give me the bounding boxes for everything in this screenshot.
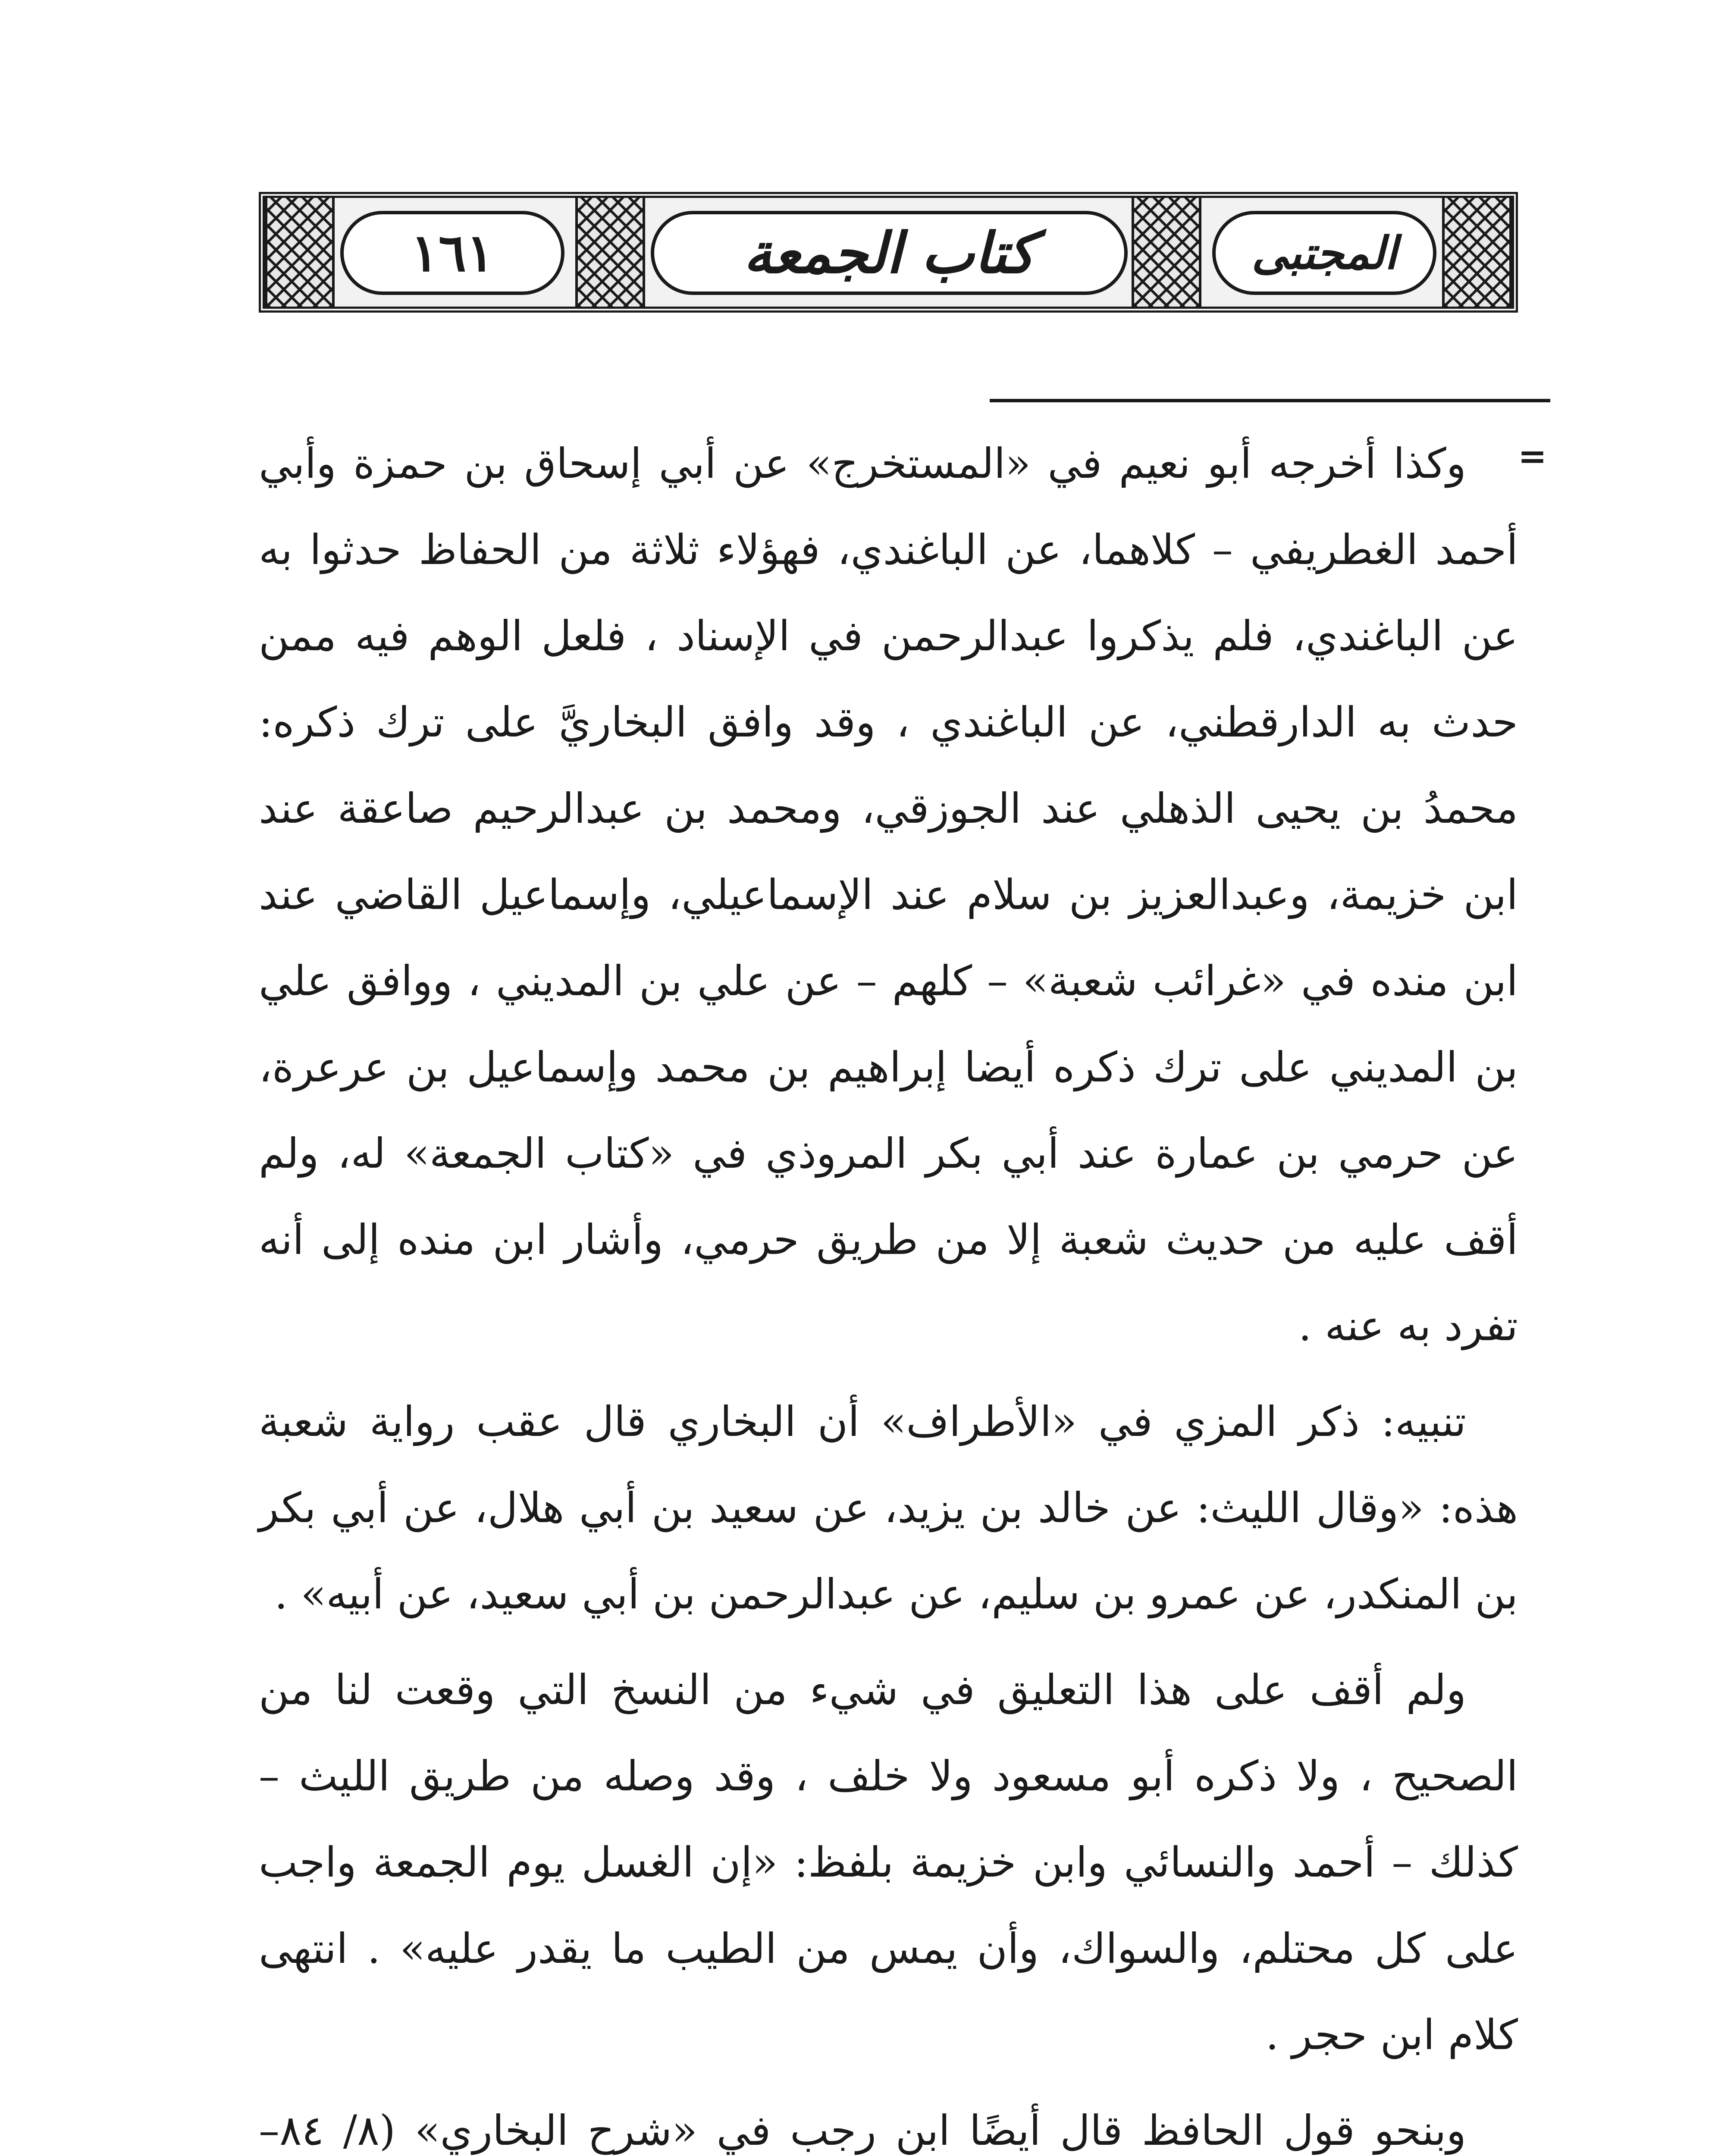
ornament-band-left (265, 198, 335, 307)
page-number-cartouche (340, 211, 564, 295)
continuation-mark: = (1518, 436, 1547, 476)
ornament-band-inner-right (1132, 198, 1201, 307)
paragraph: وكذا أخرجه أبو نعيم في «المستخرج» عن أبي إسحاق بن حمزة وأبي أحمد الغطريفي – كلاهما، عن الباغندي، فهؤلاء ثلاثة من الحفاظ حدثوا به عن الباغندي، فلم يذكروا عبدالرحمن في الإسناد ، فلعل الوهم فيه ممن حدث به الدارقطني، عن الباغندي ، وقد وافق البخاريَّ على ترك ذكره: محمدُ بن يحيى الذهلي عند الجوزقي، ومحمد بن عبدالرحيم صاعقة عند ابن خزيمة، وعبدالعزيز بن سلام عند الإسماعيلي، وإسماعيل القاضي عند ابن منده في «غرائب شعبة» – كلهم – عن علي بن المديني ، ووافق علي بن المديني على ترك ذكره أيضا إبراهيم بن محمد وإسماعيل بن عرعرة، عن حرمي بن عمارة عند أبي بكر المروذي في «كتاب الجمعة» له، ولم أقف عليه من حديث شعبة إلا من طريق حرمي، وأشار ابن منده إلى أنه تفرد به عنه . (259, 439, 1518, 1350)
paragraph: تنبيه: ذكر المزي في «الأطراف» أن البخاري قال عقب رواية شعبة هذه: «وقال الليث: عن خالد بن يزيد، عن سعيد بن أبي هلال، عن أبي بكر بن المنكدر، عن عمرو بن سليم، عن عبدالرحمن بن أبي سعيد، عن أبيه» . (259, 1398, 1518, 1618)
paragraph: ولم أقف على هذا التعليق في شيء من النسخ التي وقعت لنا من الصحيح ، ولا ذكره أبو مسعود ولا خلف ، وقد وصله من طريق الليث – كذلك – أحمد والنسائي وابن خزيمة بلفظ: «إن الغسل يوم الجمعة واجب على كل محتلم، والسواك، وأن يمس من الطيب ما يقدر عليه» . انتهى كلام ابن حجر . (259, 1666, 1518, 2059)
page-header (259, 192, 1518, 313)
logo: المجتبى (1251, 226, 1397, 279)
footnote-separator (990, 399, 1550, 402)
ornament-band-right (1442, 198, 1512, 307)
page-number: ١٦١ (411, 222, 494, 283)
book-title-cartouche (651, 211, 1128, 295)
ornament-band-inner-left (575, 198, 645, 307)
book-title: كتاب الجمعة (743, 220, 1035, 286)
paragraph: وبنحو قول الحافظ قال أيضًا ابن رجب في «شرح البخاري» (٨/ ٨٤– (259, 2106, 1467, 2155)
page-content (259, 420, 1518, 2156)
logo-cartouche (1212, 211, 1436, 295)
